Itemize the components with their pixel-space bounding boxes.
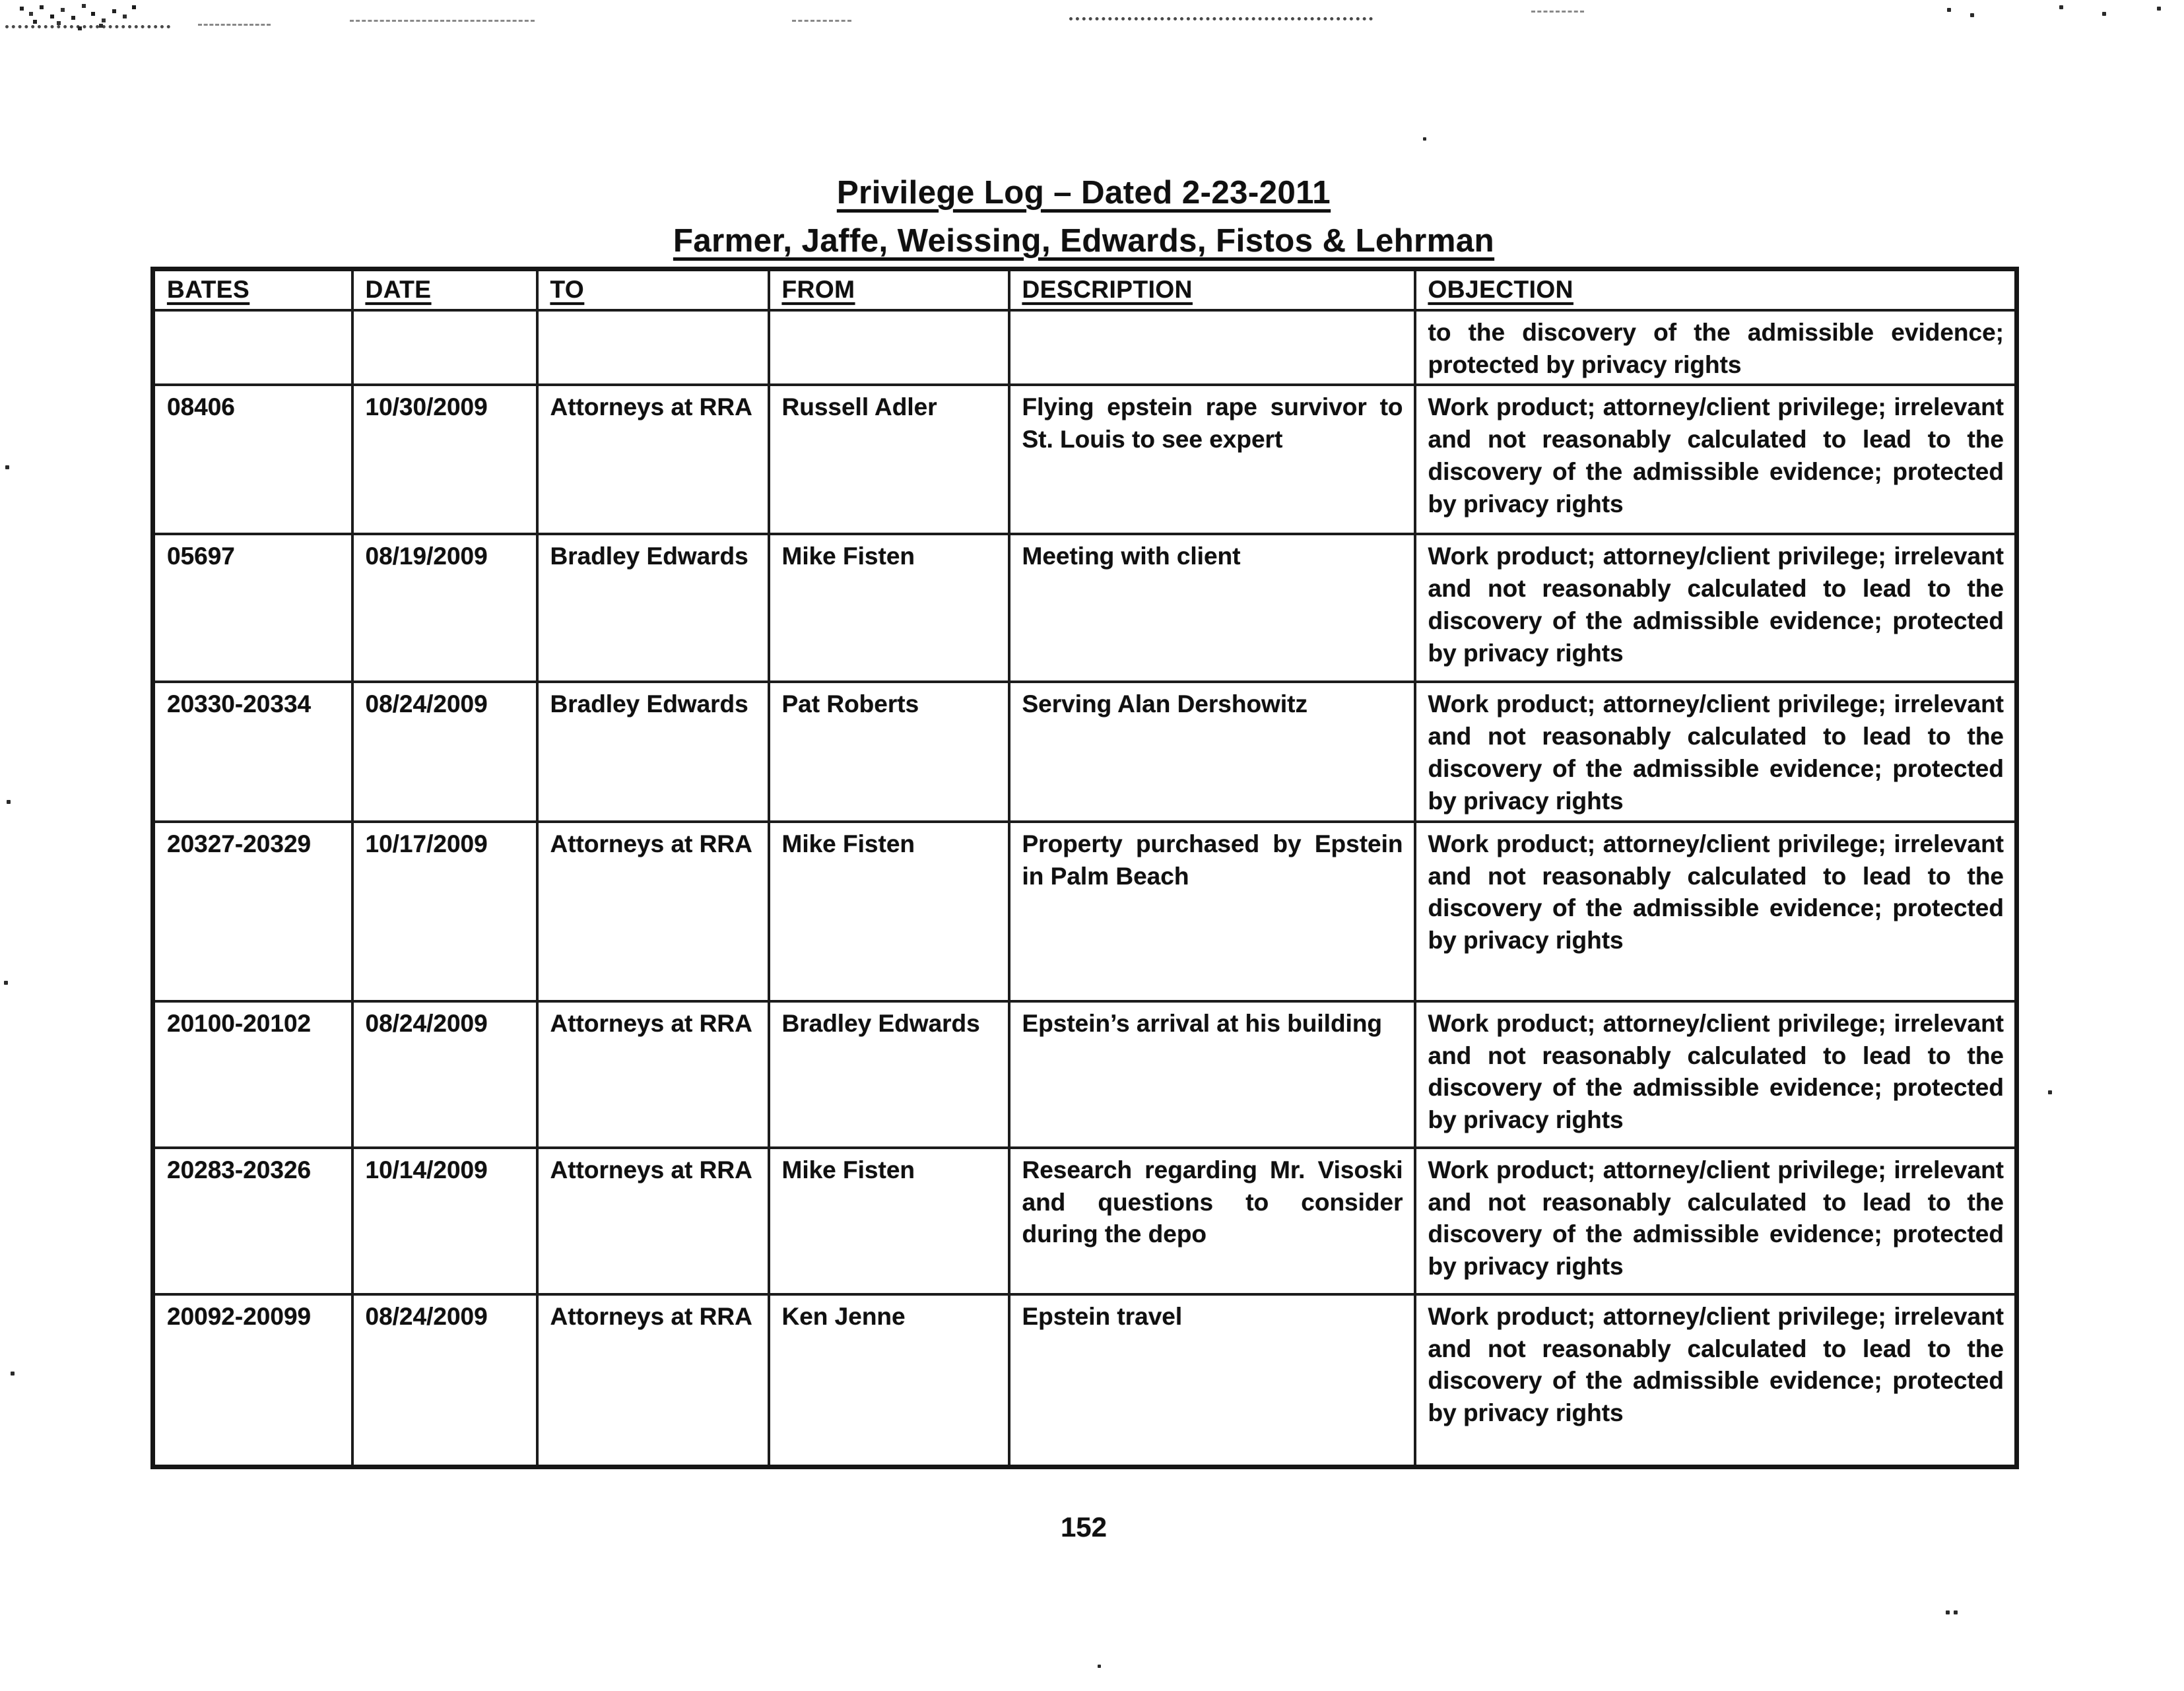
- cell-bates: 05697: [153, 534, 352, 682]
- cell-date: 08/19/2009: [352, 534, 537, 682]
- page-number: 152: [1060, 1511, 1108, 1542]
- document-header: [150, 177, 2017, 273]
- table-row: [153, 1148, 2017, 1294]
- cell-description: Serving Alan Dershowitz: [1009, 682, 1415, 821]
- col-header-to: TO: [537, 269, 769, 310]
- cell-date: 10/17/2009: [352, 822, 537, 1001]
- cell-objection: to the discovery of the admissible evidence; protected by privacy rights: [1415, 310, 2017, 385]
- table-row: [153, 1001, 2017, 1148]
- cell-to: Attorneys at RRA: [537, 1294, 769, 1467]
- table-row: [153, 822, 2017, 1001]
- scanner-noise-speck: [4, 981, 8, 985]
- cell-from: Pat Roberts: [769, 682, 1009, 821]
- col-header-objection: OBJECTION: [1415, 269, 2017, 310]
- scanner-noise-dashes: [5, 25, 170, 28]
- cell-date: 10/14/2009: [352, 1148, 537, 1294]
- scanner-noise-speck: [2102, 12, 2106, 16]
- table-header-row: [153, 269, 2017, 310]
- cell-to: Bradley Edwards: [537, 534, 769, 682]
- scanner-noise-cluster: [20, 7, 24, 11]
- scanner-noise-speck: [7, 800, 11, 804]
- cell-objection: Work product; attorney/client privilege; irrelevant and not reasonably calculated to lead to the discovery of the admissible evidence; protected by privacy rights: [1415, 822, 2017, 1001]
- scanner-noise-speck: [1423, 137, 1426, 141]
- scanner-noise-speck: [2048, 1090, 2052, 1094]
- cell-to: Attorneys at RRA: [537, 385, 769, 534]
- cell-to: Attorneys at RRA: [537, 822, 769, 1001]
- scanner-noise-speck: [2157, 7, 2161, 11]
- privilege-log-table: [150, 267, 2019, 1469]
- cell-objection: Work product; attorney/client privilege; irrelevant and not reasonably calculated to lead to the discovery of the admissible evidence; protected by privacy rights: [1415, 1294, 2017, 1467]
- scanner-noise-speck: [5, 465, 9, 469]
- cell-objection: Work product; attorney/client privilege; irrelevant and not reasonably calculated to lead to the discovery of the admissible evidence; protected by privacy rights: [1415, 1148, 2017, 1294]
- table-row: [153, 1294, 2017, 1467]
- scanner-noise-dashes: [792, 20, 851, 22]
- scanner-noise-speck: [1946, 1610, 1950, 1614]
- cell-bates: 20092-20099: [153, 1294, 352, 1467]
- scanner-noise-speck: [11, 1372, 15, 1376]
- cell-from: Mike Fisten: [769, 822, 1009, 1001]
- cell-date: 08/24/2009: [352, 682, 537, 821]
- cell-from: Mike Fisten: [769, 534, 1009, 682]
- cell-date: 08/24/2009: [352, 1001, 537, 1148]
- cell-bates: 20327-20329: [153, 822, 352, 1001]
- cell-description: Epstein travel: [1009, 1294, 1415, 1467]
- scanner-noise-speck: [1947, 8, 1951, 12]
- cell-objection: Work product; attorney/client privilege; irrelevant and not reasonably calculated to lead to the discovery of the admissible evidence; protected by privacy rights: [1415, 385, 2017, 534]
- cell-objection: Work product; attorney/client privilege; irrelevant and not reasonably calculated to lead to the discovery of the admissible evidence; protected by privacy rights: [1415, 534, 2017, 682]
- cell-to: Attorneys at RRA: [537, 1148, 769, 1294]
- cell-objection: Work product; attorney/client privilege; irrelevant and not reasonably calculated to lead to the discovery of the admissible evidence; protected by privacy rights: [1415, 1001, 2017, 1148]
- cell-from: Russell Adler: [769, 385, 1009, 534]
- cell-bates: [153, 310, 352, 385]
- scanner-noise-dashes: [1069, 17, 1373, 20]
- col-header-bates: BATES: [153, 269, 352, 310]
- cell-description: Epstein’s arrival at his building: [1009, 1001, 1415, 1148]
- cell-from: Mike Fisten: [769, 1148, 1009, 1294]
- cell-description: Research regarding Mr. Visoski and questions to consider during the depo: [1009, 1148, 1415, 1294]
- cell-from: [769, 310, 1009, 385]
- col-header-date: DATE: [352, 269, 537, 310]
- cell-bates: 20100-20102: [153, 1001, 352, 1148]
- cell-description: Meeting with client: [1009, 534, 1415, 682]
- cell-bates: 20283-20326: [153, 1148, 352, 1294]
- scanner-noise-dashes: [1531, 11, 1584, 13]
- table-row: [153, 385, 2017, 534]
- cell-description: [1009, 310, 1415, 385]
- scanner-noise-speck: [1098, 1665, 1101, 1668]
- document-subtitle: Farmer, Jaffe, Weissing, Edwards, Fistos & Lehrman: [673, 223, 1495, 259]
- document-title: Privilege Log – Dated 2-23-2011: [836, 175, 1331, 211]
- cell-from: Bradley Edwards: [769, 1001, 1009, 1148]
- cell-to: [537, 310, 769, 385]
- scanner-noise-speck: [1970, 13, 1974, 17]
- cell-objection: Work product; attorney/client privilege; irrelevant and not reasonably calculated to lead to the discovery of the admissible evidence; protected by privacy rights: [1415, 682, 2017, 821]
- scanner-noise-speck: [1954, 1610, 1958, 1614]
- table-row: [153, 534, 2017, 682]
- scanner-noise-dashes: [198, 24, 271, 26]
- cell-to: Attorneys at RRA: [537, 1001, 769, 1148]
- cell-description: Flying epstein rape survivor to St. Louis to see expert: [1009, 385, 1415, 534]
- col-header-description: DESCRIPTION: [1009, 269, 1415, 310]
- cell-date: [352, 310, 537, 385]
- cell-date: 10/30/2009: [352, 385, 537, 534]
- table-row-continuation: [153, 310, 2017, 385]
- table-row: [153, 682, 2017, 821]
- cell-date: 08/24/2009: [352, 1294, 537, 1467]
- cell-from: Ken Jenne: [769, 1294, 1009, 1467]
- scanner-noise-dashes: [350, 20, 535, 22]
- col-header-from: FROM: [769, 269, 1009, 310]
- cell-description: Property purchased by Epstein in Palm Beach: [1009, 822, 1415, 1001]
- cell-bates: 20330-20334: [153, 682, 352, 821]
- scanner-noise-speck: [2059, 5, 2063, 9]
- cell-bates: 08406: [153, 385, 352, 534]
- cell-to: Bradley Edwards: [537, 682, 769, 821]
